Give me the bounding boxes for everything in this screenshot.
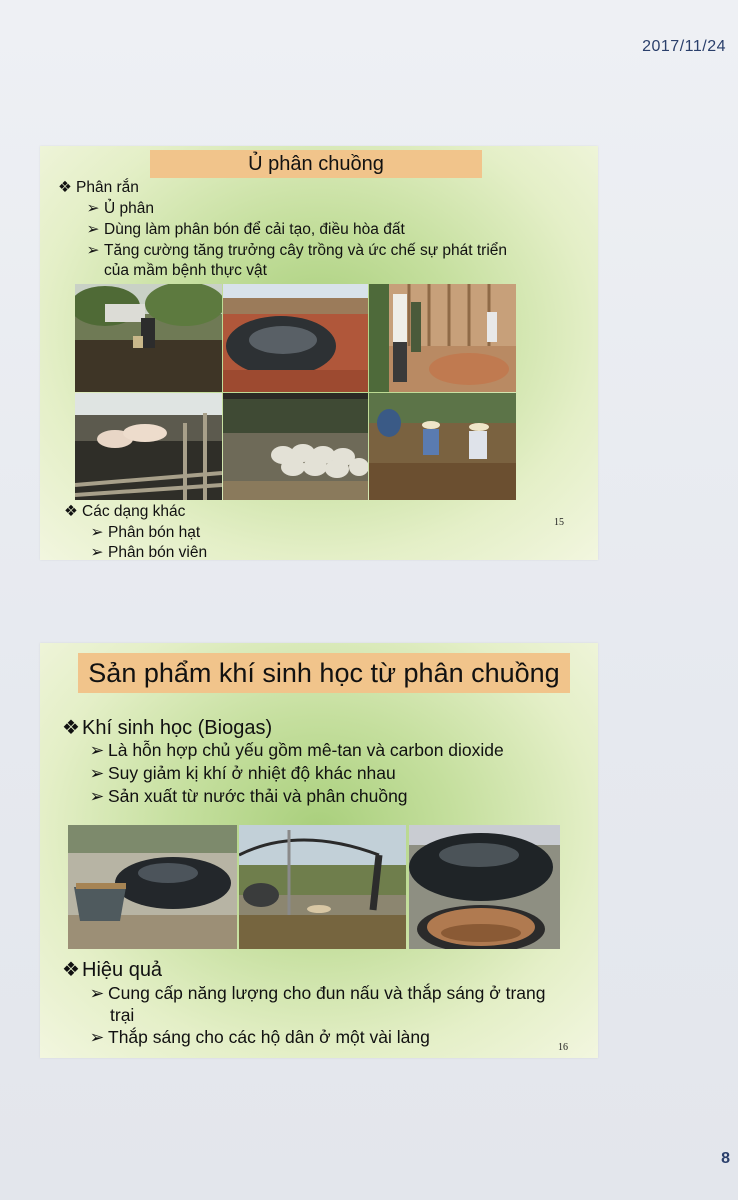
diamond-bullet-icon: ❖: [64, 503, 78, 520]
slide-16: [40, 643, 598, 1058]
diamond-bullet-icon: ❖: [62, 717, 80, 739]
arrow-bullet-icon: ➢: [89, 786, 105, 806]
sub-bullet-composition: ➢ Là hỗn hợp chủ yếu gồm mê-tan và carbon dioxide: [86, 740, 504, 761]
arrow-bullet-icon: ➢: [86, 200, 100, 217]
arrow-bullet-icon: ➢: [86, 242, 100, 259]
photo-fertilizer-bags: [223, 393, 368, 500]
sub-bullet-granular: ➢ Phân bón hạt: [86, 523, 200, 542]
diamond-bullet-icon: ❖: [62, 959, 80, 981]
sub-bullet-lighting: ➢ Thắp sáng cho các hộ dân ở một vài làng: [86, 1027, 430, 1048]
photo-farmers-field: [369, 393, 516, 500]
bullet-biogas: ❖ Khí sinh học (Biogas): [60, 715, 272, 740]
page-date: 2017/11/24: [642, 38, 726, 55]
arrow-bullet-icon: ➢: [90, 524, 104, 541]
arrow-bullet-icon: ➢: [86, 221, 100, 238]
sub-bullet-growth-cont: của mầm bệnh thực vật: [104, 262, 267, 279]
bullet-solid-manure: ❖ Phân rắn: [54, 178, 139, 197]
arrow-bullet-icon: ➢: [89, 763, 105, 783]
arrow-bullet-icon: ➢: [90, 544, 104, 561]
sub-bullet-energy: ➢ Cung cấp năng lượng cho đun nấu và thắp sáng ở trang: [86, 983, 545, 1004]
photo-biogas-bag: [68, 825, 237, 949]
sub-bullet-growth: ➢ Tăng cường tăng trưởng cây trồng và ức chế sự phát triển: [82, 241, 507, 260]
photo-biogas-pipes: [239, 825, 406, 949]
sub-bullet-compost: ➢ Ủ phân: [82, 199, 154, 218]
photo-covered-heap: [223, 284, 368, 392]
arrow-bullet-icon: ➢: [89, 740, 105, 760]
page-number: 8: [721, 1150, 730, 1167]
photo-compost-field: [75, 284, 222, 392]
sub-bullet-energy-cont: trại: [110, 1005, 135, 1025]
sub-bullet-production: ➢ Sản xuất từ nước thải và phân chuồng: [86, 786, 408, 807]
sub-bullet-anaerobic: ➢ Suy giảm kị khí ở nhiệt độ khác nhau: [86, 763, 396, 784]
bullet-effectiveness: ❖ Hiệu quả: [60, 957, 162, 982]
photo-digester-pit: [409, 825, 560, 949]
slide-title: Ủ phân chuồng: [150, 150, 482, 178]
sub-bullet-soil: ➢ Dùng làm phân bón để cải tạo, điều hòa đất: [82, 220, 405, 239]
photo-turning-compost: [369, 284, 516, 392]
arrow-bullet-icon: ➢: [89, 983, 105, 1003]
diamond-bullet-icon: ❖: [58, 179, 72, 196]
slide-number: 15: [554, 517, 564, 528]
sub-bullet-pellet: ➢ Phân bón viên: [86, 543, 207, 562]
slide-15: [40, 146, 598, 560]
slide-title: Sản phẩm khí sinh học từ phân chuồng: [78, 653, 570, 693]
bullet-other-forms: ❖ Các dạng khác: [60, 502, 185, 521]
photo-pig-pen: [75, 393, 222, 500]
arrow-bullet-icon: ➢: [89, 1027, 105, 1047]
slide-number: 16: [558, 1042, 568, 1053]
